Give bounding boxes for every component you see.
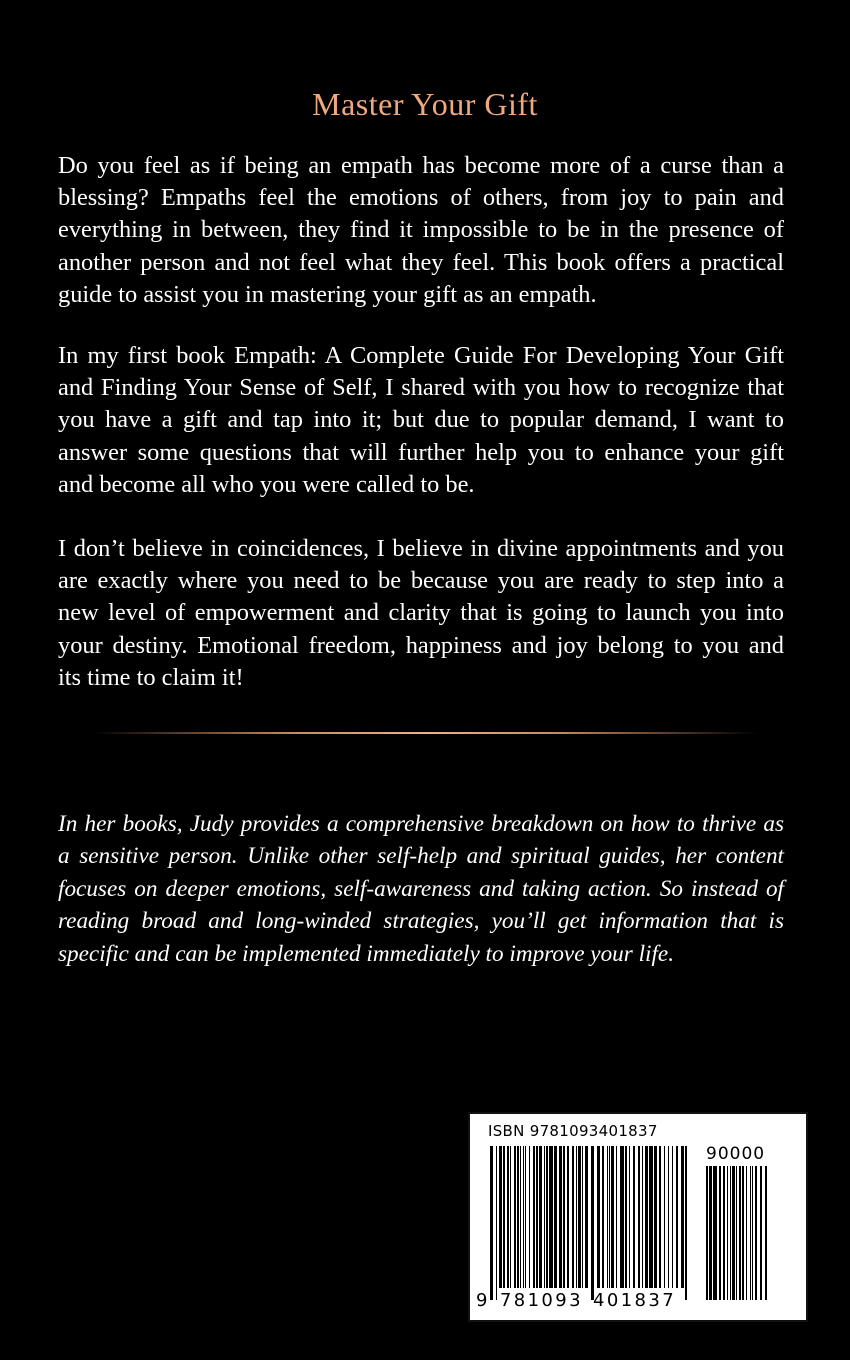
barcode-bar <box>559 1146 562 1288</box>
barcode-bar <box>685 1146 687 1300</box>
barcode-bar <box>507 1146 509 1288</box>
barcode-bar <box>546 1146 548 1288</box>
barcode-bar <box>529 1146 530 1288</box>
barcode-bar <box>597 1146 600 1288</box>
barcode-bar <box>719 1166 721 1300</box>
text-line: Do you feel as if being an empath has become more of a curse than a <box>58 152 784 179</box>
barcode-bar <box>742 1166 744 1300</box>
barcode-bar <box>607 1146 608 1288</box>
text-line: new level of empowerment and clarity that is going to launch you into <box>58 599 784 627</box>
barcode-bar <box>659 1146 661 1288</box>
barcode-bar <box>572 1146 574 1288</box>
barcode-bar <box>654 1146 657 1288</box>
barcode-bar <box>554 1146 557 1288</box>
barcode-bar <box>602 1146 604 1288</box>
barcode-bar <box>727 1166 728 1300</box>
barcode-bar <box>609 1146 610 1288</box>
barcode-bar <box>578 1146 581 1288</box>
text-line: I don’t believe in coincidences, I believe in divine appointments and you <box>58 535 784 562</box>
barcode-bar <box>533 1146 535 1288</box>
price-code: 90000 <box>706 1144 766 1164</box>
text-line: a sensitive person. Unlike other self-help and spiritual guides, her content <box>58 843 784 870</box>
barcode-bar <box>523 1146 524 1288</box>
description-paragraph-3 <box>58 533 784 694</box>
barcode-bar <box>582 1146 583 1288</box>
barcode-addon-bars <box>706 1166 768 1300</box>
barcode-bar <box>499 1146 502 1288</box>
barcode-bar <box>760 1166 762 1300</box>
barcode-bar <box>645 1146 648 1288</box>
description-paragraph-1 <box>58 150 784 311</box>
barcode-bar <box>765 1166 767 1300</box>
barcode-bar <box>752 1166 753 1300</box>
text-line: answer some questions that will further help you to enhance your gift <box>58 438 784 466</box>
book-title: Master Your Gift <box>312 86 538 122</box>
barcode-bar <box>539 1146 542 1288</box>
text-line: another person and not feel what they feel. This book offers a practical <box>58 248 784 276</box>
barcode-bar <box>755 1166 757 1300</box>
barcode-bar <box>510 1146 511 1288</box>
barcode-bar <box>676 1146 678 1288</box>
barcode-bar <box>525 1146 526 1288</box>
barcode-bar <box>642 1146 643 1288</box>
barcode-bar <box>514 1146 516 1288</box>
barcode-bar <box>517 1146 519 1288</box>
text-line: focuses on deeper emotions, self-awareness and taking action. So instead of <box>58 875 784 902</box>
text-line: blessing? Empaths feel the emotions of others, from joy to pain and <box>58 184 784 212</box>
author-blurb <box>58 808 784 970</box>
barcode-bar <box>709 1166 712 1300</box>
text-line: its time to claim it! <box>58 663 244 691</box>
text-line: In my first book Empath: A Complete Guide For Developing Your Gift <box>58 342 784 369</box>
text-line: you have a gift and tap into it; but due to popular demand, I want to <box>58 406 784 434</box>
barcode-bar <box>616 1146 617 1288</box>
text-line: and Finding Your Sense of Self, I shared with you how to recognize that <box>58 374 784 402</box>
description-paragraph-2 <box>58 340 784 501</box>
barcode-bar <box>544 1146 545 1288</box>
barcode-bar <box>629 1146 630 1288</box>
barcode-bar <box>585 1146 588 1288</box>
text-line: everything in between, they find it impossible to be in the presence of <box>58 216 784 244</box>
text-line: reading broad and long-winded strategies, you’ll get information that is <box>58 908 784 935</box>
barcode-bar <box>723 1166 725 1300</box>
barcode-bar <box>520 1146 521 1288</box>
text-line: specific and can be implemented immediately to improve your life. <box>58 940 675 967</box>
barcode-bar <box>591 1146 594 1300</box>
barcode-bar <box>732 1166 735 1300</box>
barcode-bar <box>611 1146 614 1288</box>
barcode-bar <box>633 1146 635 1288</box>
barcode-main-bars <box>490 1146 690 1300</box>
barcode-bar <box>490 1146 493 1300</box>
text-line: are exactly where you need to be because you are ready to step into a <box>58 567 784 595</box>
text-line: In her books, Judy provides a comprehensive breakdown on how to thrive as <box>58 811 784 837</box>
barcode-bar <box>536 1146 538 1288</box>
barcode-bar <box>672 1146 673 1288</box>
barcode-bar <box>563 1146 565 1288</box>
barcode-bar <box>567 1146 569 1288</box>
barcode-digits <box>476 1290 676 1311</box>
barcode-bar <box>746 1166 747 1300</box>
barcode-bar <box>625 1146 627 1288</box>
barcode-bar <box>503 1146 505 1288</box>
text-line: your destiny. Emotional freedom, happiness and joy belong to you and <box>58 631 784 659</box>
barcode-digit-group: 781093 <box>499 1290 583 1311</box>
decorative-divider <box>92 732 758 734</box>
barcode-bar <box>549 1146 553 1288</box>
barcode-bar <box>713 1166 717 1300</box>
barcode-bar <box>736 1166 737 1300</box>
barcode-bar <box>576 1146 577 1288</box>
barcode-bar <box>706 1166 708 1300</box>
barcode-bar <box>620 1146 624 1288</box>
barcode-bar <box>496 1146 497 1300</box>
barcode-bar <box>681 1146 684 1288</box>
barcode-bar <box>750 1166 751 1300</box>
barcode-digit-group: 9 <box>476 1290 490 1311</box>
barcode-bar <box>739 1166 741 1300</box>
barcode-digit-group: 401837 <box>592 1290 677 1311</box>
barcode-bar <box>664 1146 665 1288</box>
isbn-barcode <box>468 1112 808 1322</box>
isbn-label: ISBN 9781093401837 <box>488 1122 658 1140</box>
text-line: guide to assist you in mastering your gift as an empath. <box>58 280 597 308</box>
barcode-bar <box>668 1146 669 1288</box>
barcode-bar <box>638 1146 640 1288</box>
barcode-bar <box>730 1166 731 1300</box>
text-line: and become all who you were called to be. <box>58 470 475 498</box>
barcode-bar <box>649 1146 653 1288</box>
